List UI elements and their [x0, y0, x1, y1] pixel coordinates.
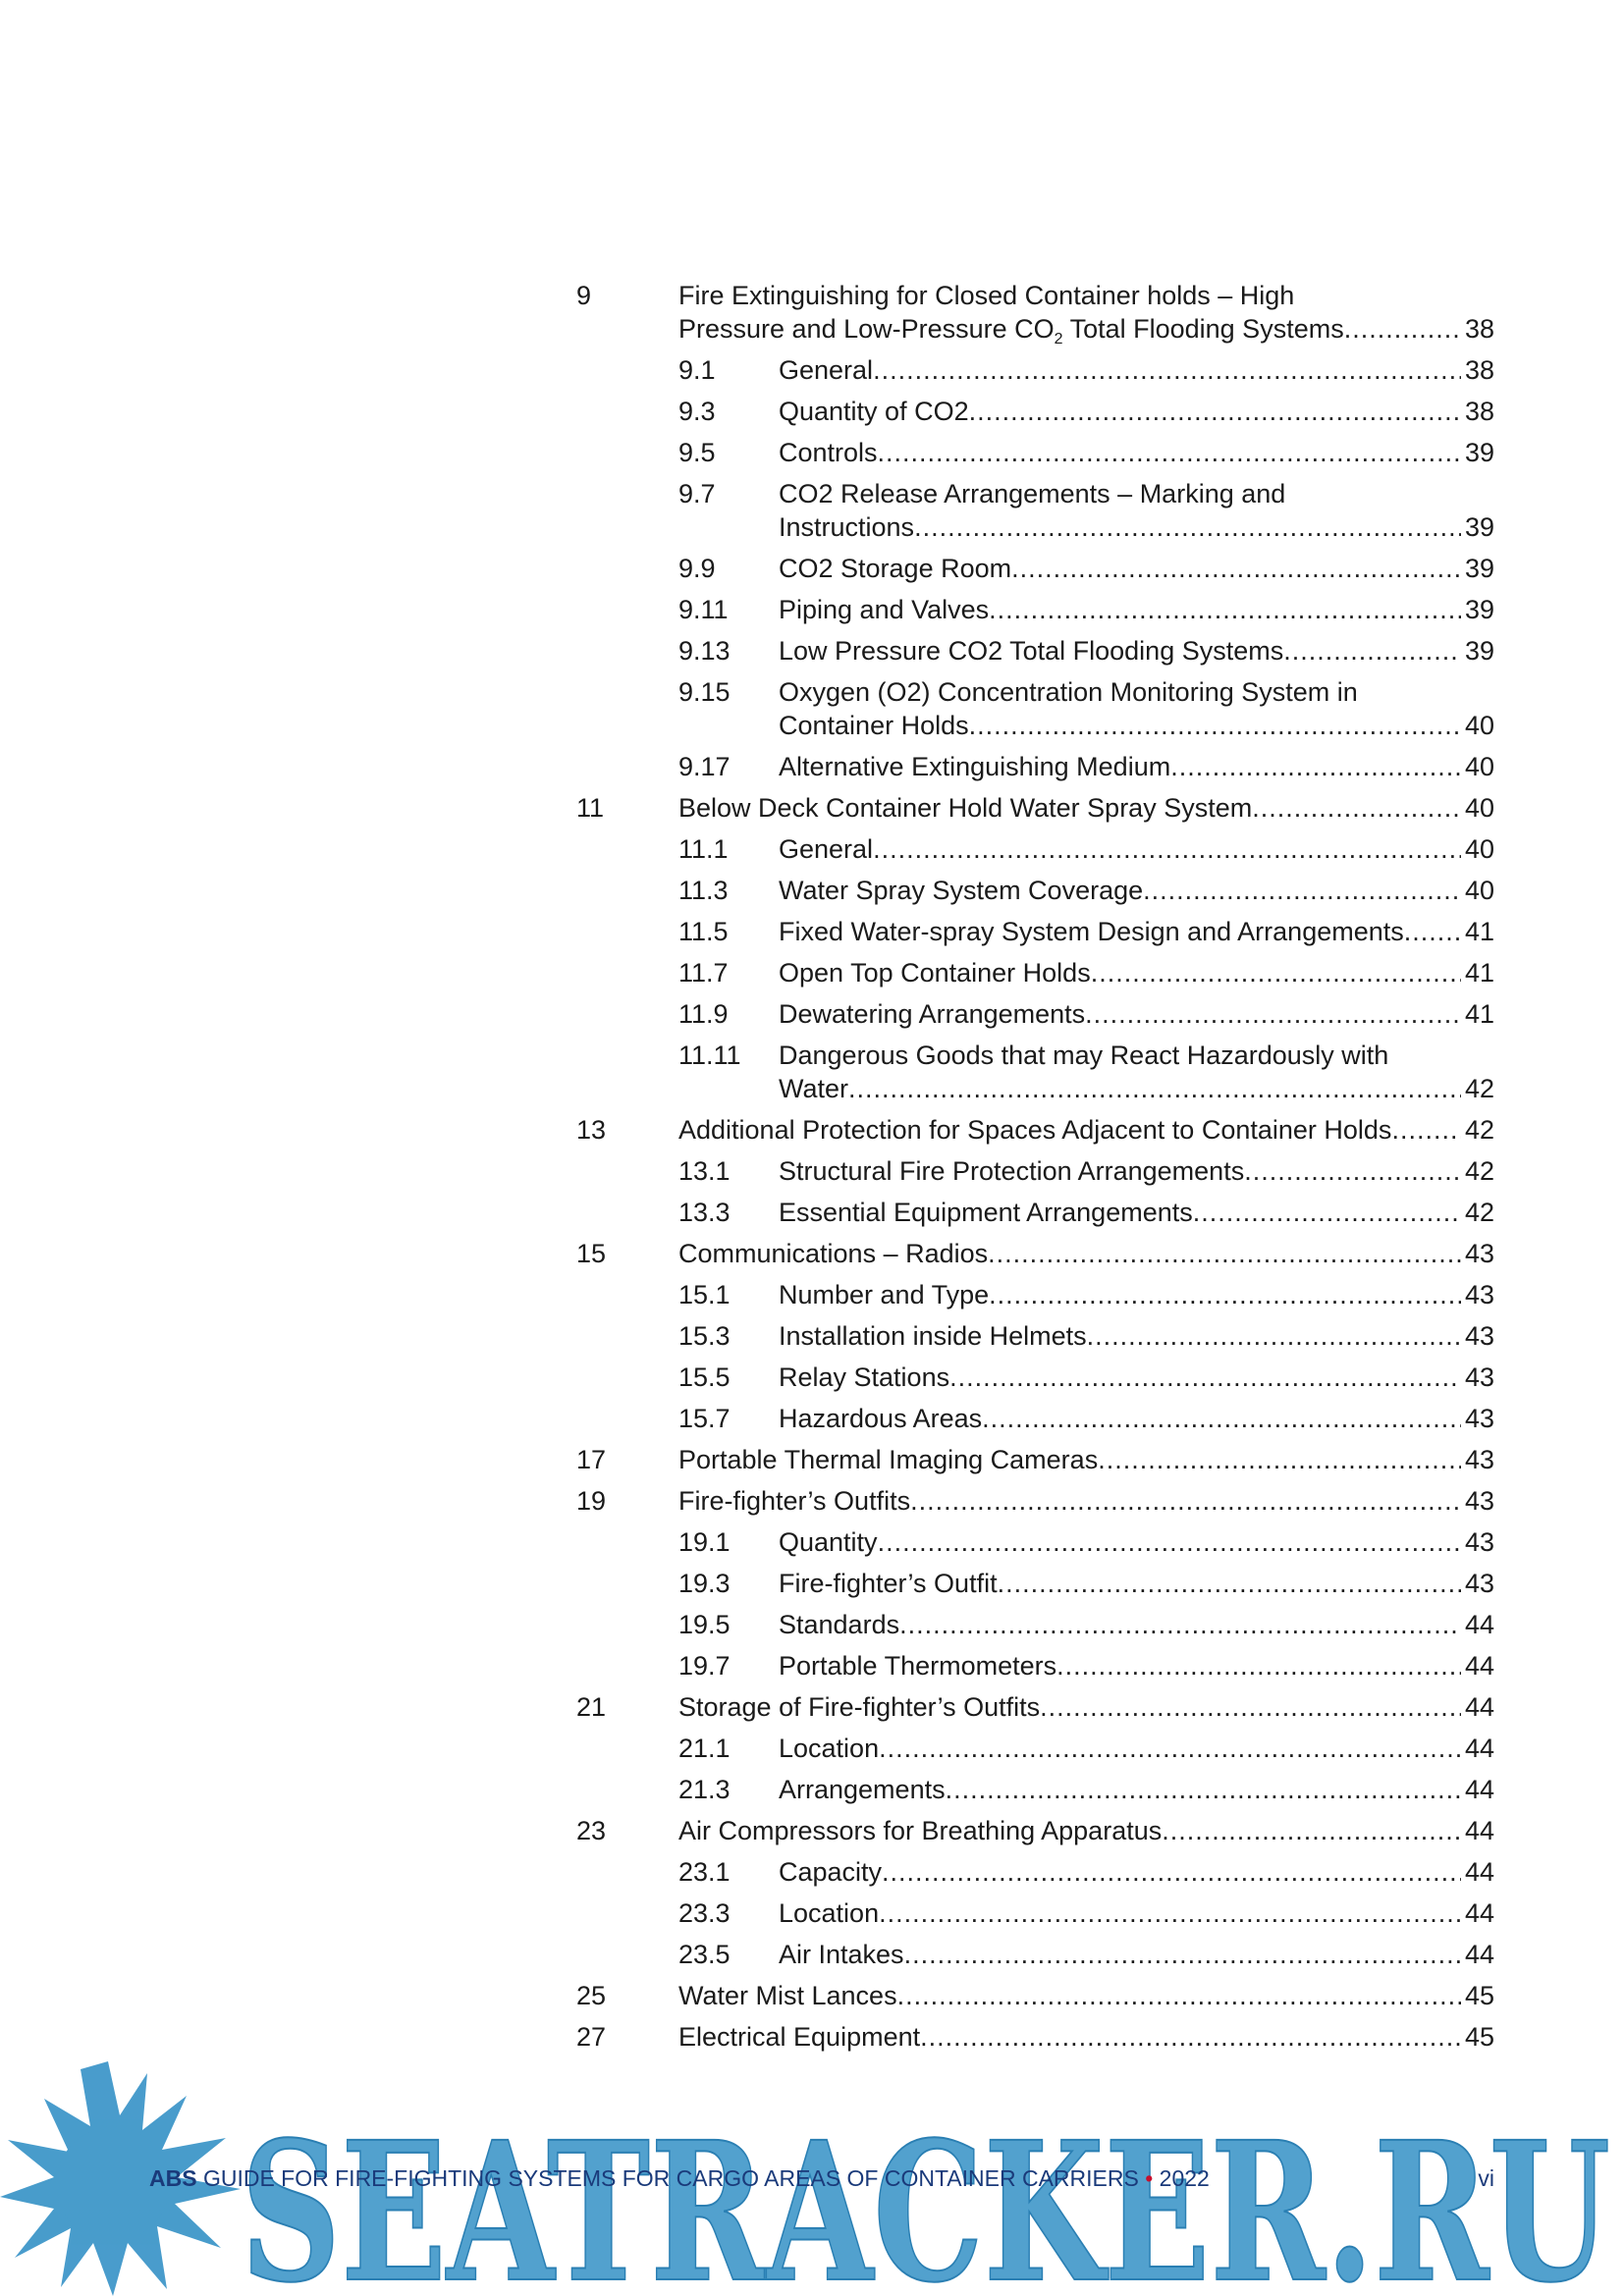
toc-entry-page: 39 — [1464, 636, 1494, 666]
toc-entry-leader-line — [779, 1773, 1494, 1806]
toc-entry-title: Portable Thermometers — [779, 1651, 1057, 1681]
toc-entry-number: 9.15 — [678, 677, 731, 707]
toc-entry-leader-line — [779, 709, 1494, 742]
toc-entry-number: 21.1 — [678, 1734, 731, 1763]
toc-entry-body — [779, 1154, 1494, 1188]
toc-dot-leader — [873, 832, 1461, 866]
toc-entry-page: 40 — [1464, 752, 1494, 781]
toc-entry-title: Low Pressure CO2 Total Flooding Systems — [779, 636, 1284, 666]
toc-entry-title: Essential Equipment Arrangements — [779, 1198, 1193, 1227]
toc-entry-body — [779, 874, 1494, 907]
toc-entry-page: 44 — [1464, 1816, 1494, 1845]
toc-entry-page: 43 — [1464, 1404, 1494, 1433]
toc-entry[interactable] — [576, 1319, 1494, 1353]
toc-entry-page: 40 — [1464, 834, 1494, 864]
toc-entry-leader-line — [779, 634, 1494, 667]
toc-entry-page: 44 — [1464, 1651, 1494, 1681]
toc-entry-body — [779, 1319, 1494, 1353]
toc-entry[interactable] — [576, 2020, 1494, 2054]
toc-entry-title: Structural Fire Protection Arrangements — [779, 1156, 1245, 1186]
toc-entry-number: 9 — [576, 281, 592, 310]
toc-entry-title: Instructions — [779, 512, 915, 542]
toc-entry-leader-line — [779, 915, 1494, 948]
toc-entry-number: 13 — [576, 1115, 607, 1145]
toc-entry-page: 39 — [1464, 512, 1494, 542]
toc-entry-leader-line — [779, 395, 1494, 428]
toc-dot-leader — [1170, 750, 1461, 783]
toc-entry-body — [678, 791, 1494, 825]
toc-entry[interactable] — [576, 353, 1494, 387]
footer-abs-label: ABS — [149, 2165, 197, 2191]
toc-dot-leader — [988, 1237, 1461, 1270]
toc-entry-number: 15.5 — [678, 1362, 731, 1392]
toc-entry-number: 11.9 — [678, 999, 729, 1029]
toc-entry-leader-line — [779, 956, 1494, 989]
toc-dot-leader — [914, 510, 1461, 544]
toc-entry-leader-line — [779, 353, 1494, 387]
toc-entry[interactable] — [576, 1814, 1494, 1847]
footer-year: 2022 — [1153, 2165, 1210, 2191]
toc-entry-number: 9.17 — [678, 752, 731, 781]
toc-entry-body — [779, 1896, 1494, 1930]
toc-dot-leader — [1056, 1649, 1461, 1682]
toc-entry-page: 42 — [1464, 1115, 1494, 1145]
toc-entry-body — [678, 1484, 1494, 1518]
toc-entry-body — [678, 2020, 1494, 2054]
toc-entry-page: 43 — [1464, 1569, 1494, 1598]
toc-dot-leader — [1040, 1690, 1461, 1724]
toc-entry-page: 42 — [1464, 1198, 1494, 1227]
toc-entry[interactable] — [576, 1443, 1494, 1476]
toc-entry-body — [779, 1278, 1494, 1311]
toc-dot-leader — [897, 1979, 1461, 2012]
toc-entry-body — [779, 593, 1494, 626]
toc-entry-leader-line — [678, 1484, 1494, 1518]
toc-entry-title: Alternative Extinguishing Medium — [779, 752, 1171, 781]
toc-entry-title: Communications – Radios — [678, 1239, 989, 1268]
toc-entry-body — [779, 1608, 1494, 1641]
toc-dot-leader — [1011, 552, 1461, 585]
toc-entry-number: 15.3 — [678, 1321, 731, 1351]
toc-entry-leader-line — [779, 436, 1494, 469]
toc-entry-leader-line — [678, 791, 1494, 825]
toc-entry-title: Fire-fighter’s Outfit — [779, 1569, 998, 1598]
toc-entry-body — [779, 675, 1494, 742]
toc-entry-leader-line — [779, 1938, 1494, 1971]
toc-entry-page: 42 — [1464, 1074, 1494, 1103]
toc-entry-leader-line — [779, 1732, 1494, 1765]
toc-entry-page: 41 — [1464, 958, 1494, 988]
toc-entry-leader-line — [678, 2020, 1494, 2054]
toc-dot-leader — [848, 1072, 1461, 1105]
toc-entry[interactable] — [576, 915, 1494, 948]
toc-entry-title: Open Top Container Holds — [779, 958, 1091, 988]
toc-entry-number: 23.3 — [678, 1898, 731, 1928]
toc-entry-body — [779, 634, 1494, 667]
toc-entry-title: Air Intakes — [779, 1940, 904, 1969]
toc-entry[interactable] — [576, 832, 1494, 866]
toc-entry-page: 38 — [1464, 397, 1494, 426]
toc-entry-number: 17 — [576, 1445, 607, 1474]
toc-entry-number: 11.1 — [678, 834, 729, 864]
toc-entry[interactable] — [576, 1039, 1494, 1105]
toc-entry-page: 40 — [1464, 793, 1494, 823]
toc-entry-leader-line — [779, 997, 1494, 1031]
toc-entry-page: 39 — [1464, 554, 1494, 583]
toc-entry-leader-line — [779, 1319, 1494, 1353]
toc-entry-page: 44 — [1464, 1857, 1494, 1887]
toc-entry-body — [678, 279, 1494, 346]
toc-entry-title-line: Oxygen (O2) Concentration Monitoring System in — [779, 677, 1358, 707]
toc-entry-number: 9.7 — [678, 479, 716, 508]
toc-entry-body — [779, 552, 1494, 585]
toc-entry-title: Fixed Water-spray System Design and Arrangements — [779, 917, 1404, 946]
toc-entry-page: 45 — [1464, 1981, 1494, 2010]
toc-entry-title: Location — [779, 1734, 880, 1763]
watermark-text: SEATRACKER.RU — [241, 2100, 1610, 2296]
toc-entry-title: Water — [779, 1074, 849, 1103]
toc-entry-leader-line — [678, 312, 1494, 346]
toc-dot-leader — [1283, 634, 1461, 667]
toc-entry-body — [779, 1196, 1494, 1229]
toc-entry-title: Portable Thermal Imaging Cameras — [678, 1445, 1099, 1474]
toc-entry[interactable] — [576, 1113, 1494, 1147]
toc-entry-page: 43 — [1464, 1486, 1494, 1516]
toc-entry[interactable] — [576, 634, 1494, 667]
toc-entry-title-line: Dangerous Goods that may React Hazardously with — [779, 1041, 1389, 1070]
toc-entry-page: 38 — [1464, 314, 1494, 344]
toc-dot-leader — [1252, 791, 1461, 825]
toc-dot-leader — [946, 1773, 1461, 1806]
toc-entry-number: 19.5 — [678, 1610, 731, 1639]
toc-entry[interactable] — [576, 1608, 1494, 1641]
toc-entry[interactable] — [576, 1979, 1494, 2012]
toc-entry-title: Additional Protection for Spaces Adjacent to Container Holds — [678, 1115, 1392, 1145]
toc-entry-title: CO2 Storage Room — [779, 554, 1012, 583]
toc-entry-leader-line — [779, 1608, 1494, 1641]
toc-entry-body — [779, 832, 1494, 866]
toc-entry-title: Arrangements — [779, 1775, 946, 1804]
toc-entry-body — [779, 1039, 1494, 1105]
toc-entry-title: Storage of Fire-fighter’s Outfits — [678, 1692, 1041, 1722]
toc-entry-title: Quantity of CO2 — [779, 397, 969, 426]
toc-entry-leader-line — [779, 1361, 1494, 1394]
toc-dot-leader — [1091, 956, 1461, 989]
toc-dot-leader — [1143, 874, 1461, 907]
toc-entry-leader-line — [779, 1154, 1494, 1188]
toc-entry[interactable] — [576, 874, 1494, 907]
toc-dot-leader — [998, 1567, 1461, 1600]
toc-entry-leader-line — [779, 1278, 1494, 1311]
toc-entry-subscript: 2 — [1054, 331, 1063, 347]
toc-entry-page: 44 — [1464, 1692, 1494, 1722]
toc-entry-title: Water Mist Lances — [678, 1981, 897, 2010]
toc-dot-leader — [989, 593, 1461, 626]
page-footer — [149, 2165, 1494, 2199]
toc-entry-leader-line — [678, 1237, 1494, 1270]
toc-dot-leader — [949, 1361, 1461, 1394]
toc-entry[interactable] — [576, 1732, 1494, 1765]
toc-entry-title: Quantity — [779, 1527, 878, 1557]
toc-entry-page: 43 — [1464, 1445, 1494, 1474]
toc-entry-body — [779, 915, 1494, 948]
toc-dot-leader — [982, 1402, 1461, 1435]
toc-entry-body — [678, 1443, 1494, 1476]
toc-entry-title: Capacity — [779, 1857, 883, 1887]
toc-entry-body — [779, 1567, 1494, 1600]
toc-entry-number: 11 — [576, 793, 605, 823]
toc-entry-body — [678, 1814, 1494, 1847]
toc-entry-leader-line — [779, 1567, 1494, 1600]
toc-entry[interactable] — [576, 791, 1494, 825]
toc-entry-number: 15.1 — [678, 1280, 731, 1309]
toc-entry-leader-line — [779, 874, 1494, 907]
toc-entry-number: 11.7 — [678, 958, 729, 988]
toc-dot-leader — [989, 1278, 1461, 1311]
toc-entry-leader-line — [779, 1896, 1494, 1930]
toc-entry-page: 44 — [1464, 1775, 1494, 1804]
toc-dot-leader — [878, 1525, 1461, 1559]
toc-entry-leader-line — [779, 510, 1494, 544]
toc-entry-body — [779, 1855, 1494, 1889]
toc-entry-number: 21 — [576, 1692, 607, 1722]
footer-bullet: • — [1145, 2165, 1154, 2191]
toc-entry-number: 9.13 — [678, 636, 731, 666]
toc-entry-title: Location — [779, 1898, 880, 1928]
table-of-contents — [576, 279, 1494, 2061]
toc-dot-leader — [879, 1732, 1461, 1765]
toc-entry-title: Controls — [779, 438, 878, 467]
toc-entry-body — [678, 1690, 1494, 1724]
toc-entry[interactable] — [576, 1938, 1494, 1971]
toc-entry-number: 11.11 — [678, 1041, 741, 1070]
toc-entry[interactable] — [576, 675, 1494, 742]
toc-entry-title: Dewatering Arrangements — [779, 999, 1086, 1029]
toc-entry-page: 42 — [1464, 1156, 1494, 1186]
toc-entry[interactable] — [576, 750, 1494, 783]
toc-dot-leader — [878, 436, 1461, 469]
toc-entry-page: 43 — [1464, 1321, 1494, 1351]
toc-entry-body — [779, 997, 1494, 1031]
toc-entry-number: 9.5 — [678, 438, 716, 467]
toc-entry[interactable] — [576, 1896, 1494, 1930]
toc-entry-page: 38 — [1464, 355, 1494, 385]
toc-entry-body — [678, 1113, 1494, 1147]
toc-entry-leader-line — [779, 1855, 1494, 1889]
toc-entry-title — [678, 312, 1344, 346]
toc-entry[interactable] — [576, 477, 1494, 544]
toc-entry-title: Electrical Equipment — [678, 2022, 921, 2052]
toc-entry-body — [779, 1649, 1494, 1682]
toc-dot-leader — [920, 2020, 1461, 2054]
toc-entry[interactable] — [576, 1237, 1494, 1270]
toc-entry-number: 13.3 — [678, 1198, 731, 1227]
toc-entry-page: 40 — [1464, 876, 1494, 905]
toc-entry-number: 9.3 — [678, 397, 716, 426]
toc-entry[interactable] — [576, 1773, 1494, 1806]
toc-entry-leader-line — [779, 1196, 1494, 1229]
toc-entry-leader-line — [678, 1690, 1494, 1724]
footer-title — [149, 2165, 1210, 2192]
toc-dot-leader — [1085, 997, 1461, 1031]
toc-entry[interactable] — [576, 1567, 1494, 1600]
toc-entry-leader-line — [779, 593, 1494, 626]
toc-entry[interactable] — [576, 395, 1494, 428]
toc-entry-page: 43 — [1464, 1280, 1494, 1309]
toc-entry-number: 15 — [576, 1239, 607, 1268]
toc-entry-title: Installation inside Helmets — [779, 1321, 1087, 1351]
toc-entry-body — [678, 1237, 1494, 1270]
toc-entry-leader-line — [779, 1649, 1494, 1682]
toc-entry-body — [779, 395, 1494, 428]
toc-entry-page: 39 — [1464, 595, 1494, 624]
toc-entry-body — [779, 1773, 1494, 1806]
toc-entry-title: Container Holds — [779, 711, 969, 740]
toc-entry[interactable] — [576, 1361, 1494, 1394]
toc-entry-title: Fire-fighter’s Outfits — [678, 1486, 911, 1516]
toc-dot-leader — [879, 1896, 1461, 1930]
toc-entry-title: Relay Stations — [779, 1362, 950, 1392]
toc-entry-number: 21.3 — [678, 1775, 731, 1804]
toc-dot-leader — [1098, 1443, 1461, 1476]
toc-entry[interactable] — [576, 997, 1494, 1031]
toc-entry-page: 39 — [1464, 438, 1494, 467]
toc-entry-number: 19.7 — [678, 1651, 731, 1681]
toc-entry[interactable] — [576, 1278, 1494, 1311]
toc-entry-leader-line — [779, 750, 1494, 783]
toc-entry-number: 9.1 — [678, 355, 716, 385]
toc-entry-page: 44 — [1464, 1610, 1494, 1639]
toc-entry-leader-line — [779, 832, 1494, 866]
toc-entry-number: 19.1 — [678, 1527, 731, 1557]
toc-entry-title: General — [779, 834, 874, 864]
toc-entry-body — [779, 353, 1494, 387]
toc-entry-leader-line — [779, 1402, 1494, 1435]
toc-entry-page: 43 — [1464, 1239, 1494, 1268]
toc-dot-leader — [1193, 1196, 1461, 1229]
toc-entry-title: Air Compressors for Breathing Apparatus — [678, 1816, 1163, 1845]
toc-entry-title: Piping and Valves — [779, 595, 990, 624]
toc-entry-title: Standards — [779, 1610, 900, 1639]
toc-entry-leader-line — [678, 1979, 1494, 2012]
toc-entry-title: Below Deck Container Hold Water Spray System — [678, 793, 1253, 823]
toc-entry[interactable] — [576, 1855, 1494, 1889]
toc-entry-page: 43 — [1464, 1362, 1494, 1392]
toc-entry[interactable] — [576, 1690, 1494, 1724]
toc-entry-title: Hazardous Areas — [779, 1404, 983, 1433]
toc-entry-title-line: Fire Extinguishing for Closed Container holds – High — [678, 281, 1295, 310]
footer-guide-title: GUIDE FOR FIRE-FIGHTING SYSTEMS FOR CARGO AREAS OF CONTAINER CARRIERS — [196, 2165, 1146, 2191]
toc-dot-leader — [899, 1608, 1461, 1641]
toc-dot-leader — [1391, 1113, 1461, 1147]
toc-entry-leader-line — [779, 1525, 1494, 1559]
toc-dot-leader — [969, 709, 1461, 742]
toc-dot-leader — [910, 1484, 1461, 1518]
toc-entry-page: 41 — [1464, 999, 1494, 1029]
toc-entry-page: 44 — [1464, 1734, 1494, 1763]
toc-entry-body — [779, 477, 1494, 544]
toc-entry-body — [779, 1402, 1494, 1435]
toc-entry-number: 13.1 — [678, 1156, 731, 1186]
toc-entry-title: General — [779, 355, 874, 385]
toc-entry-page: 44 — [1464, 1940, 1494, 1969]
toc-entry-page: 41 — [1464, 917, 1494, 946]
toc-entry[interactable] — [576, 552, 1494, 585]
toc-entry-body — [779, 1525, 1494, 1559]
toc-dot-leader — [1244, 1154, 1461, 1188]
toc-dot-leader — [1087, 1319, 1461, 1353]
toc-entry-page: 45 — [1464, 2022, 1494, 2052]
toc-entry-leader-line — [779, 552, 1494, 585]
toc-entry-page: 40 — [1464, 711, 1494, 740]
toc-entry-body — [779, 956, 1494, 989]
toc-entry-number: 9.11 — [678, 595, 729, 624]
toc-entry-title: Water Spray System Coverage — [779, 876, 1144, 905]
toc-entry-body — [678, 1979, 1494, 2012]
toc-entry-body — [779, 436, 1494, 469]
toc-dot-leader — [873, 353, 1461, 387]
toc-entry[interactable] — [576, 1649, 1494, 1682]
toc-dot-leader — [1162, 1814, 1461, 1847]
toc-entry-leader-line — [678, 1113, 1494, 1147]
footer-page-number: vi — [1478, 2165, 1494, 2191]
toc-dot-leader — [1344, 312, 1461, 346]
toc-entry-body — [779, 1732, 1494, 1765]
toc-entry[interactable] — [576, 593, 1494, 626]
toc-entry-title-line: CO2 Release Arrangements – Marking and — [779, 479, 1286, 508]
toc-entry-number: 11.5 — [678, 917, 729, 946]
toc-entry-title-part: Total Flooding Systems — [1062, 314, 1344, 344]
toc-entry-number: 11.3 — [678, 876, 729, 905]
toc-entry[interactable] — [576, 1154, 1494, 1188]
toc-entry[interactable] — [576, 1402, 1494, 1435]
toc-entry-page: 44 — [1464, 1898, 1494, 1928]
toc-entry[interactable] — [576, 1484, 1494, 1518]
toc-entry[interactable] — [576, 1525, 1494, 1559]
toc-entry-number: 9.9 — [678, 554, 716, 583]
toc-entry-body — [779, 1938, 1494, 1971]
toc-entry-number: 19 — [576, 1486, 607, 1516]
toc-entry[interactable] — [576, 279, 1494, 346]
toc-entry-number: 23 — [576, 1816, 607, 1845]
toc-dot-leader — [904, 1938, 1461, 1971]
toc-entry-body — [779, 1361, 1494, 1394]
toc-entry-leader-line — [678, 1443, 1494, 1476]
toc-entry-page: 43 — [1464, 1527, 1494, 1557]
toc-dot-leader — [882, 1855, 1461, 1889]
toc-entry-body — [779, 750, 1494, 783]
toc-entry-leader-line — [779, 1072, 1494, 1105]
toc-entry-number: 19.3 — [678, 1569, 731, 1598]
toc-dot-leader — [969, 395, 1461, 428]
toc-entry-number: 23.1 — [678, 1857, 731, 1887]
toc-entry-number: 23.5 — [678, 1940, 731, 1969]
toc-entry-leader-line — [678, 1814, 1494, 1847]
toc-entry[interactable] — [576, 956, 1494, 989]
toc-entry[interactable] — [576, 1196, 1494, 1229]
toc-entry-number: 25 — [576, 1981, 607, 2010]
toc-entry-title: Number and Type — [779, 1280, 990, 1309]
toc-entry-number: 15.7 — [678, 1404, 731, 1433]
toc-entry-number: 27 — [576, 2022, 607, 2052]
toc-dot-leader — [1404, 915, 1461, 948]
toc-entry[interactable] — [576, 436, 1494, 469]
toc-entry-title-part: Pressure and Low-Pressure CO — [678, 314, 1055, 344]
